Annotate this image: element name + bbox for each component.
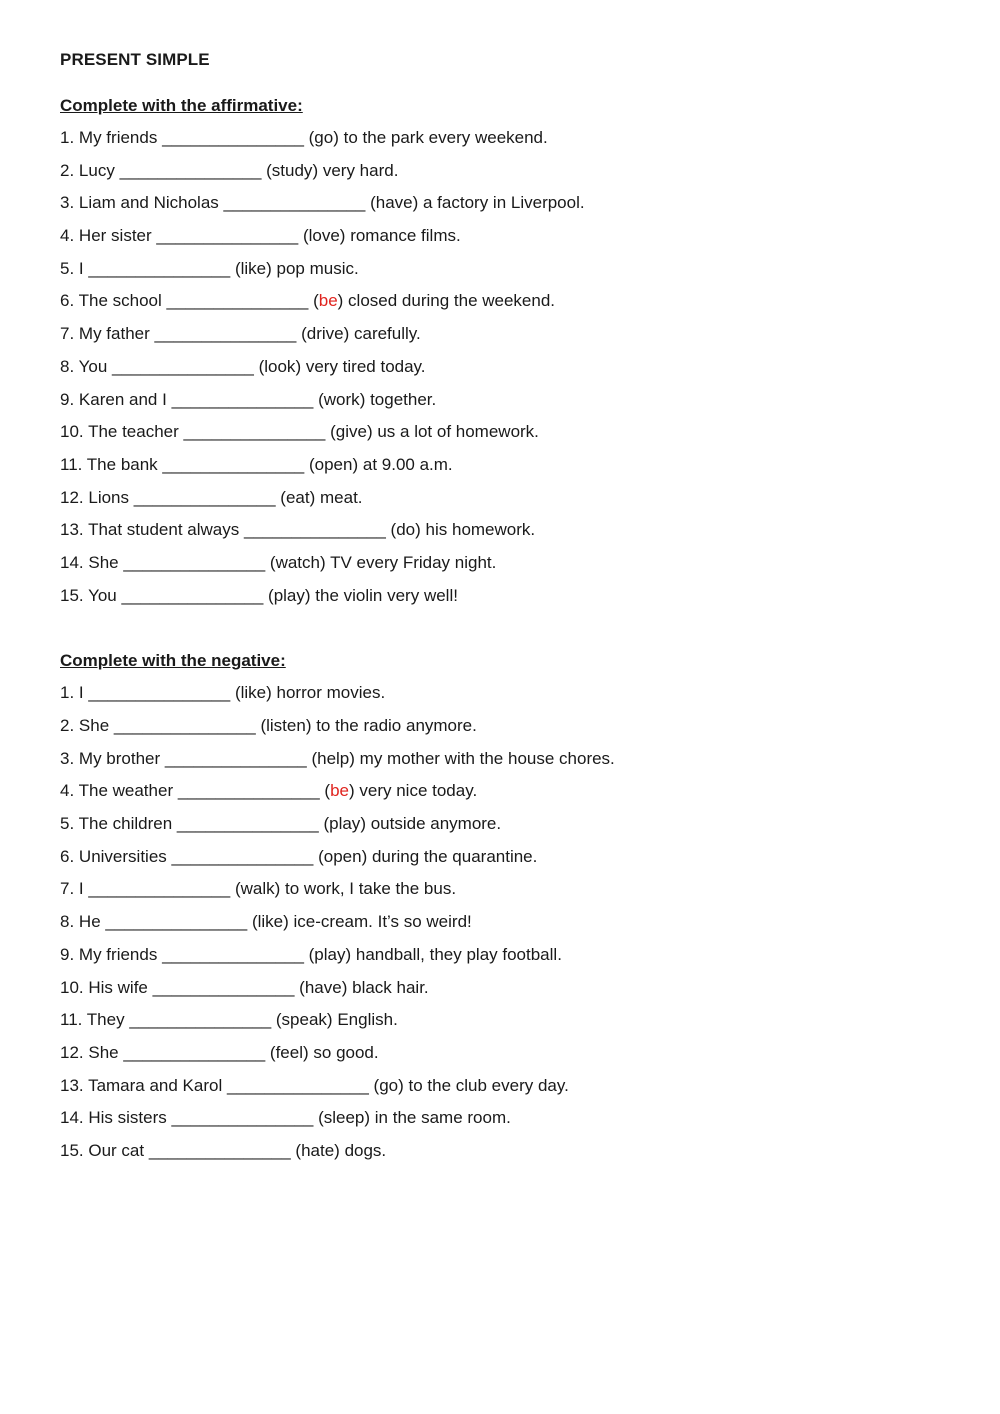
item-number: 10. [60, 977, 84, 997]
item-rest: romance films. [345, 226, 461, 246]
item-subject: He [78, 912, 101, 932]
answer-blank[interactable]: _______________ [119, 160, 262, 180]
exercise-item: 5. The children _______________ (play) outside anymore. [60, 814, 502, 834]
item-number: 10. [60, 422, 84, 442]
answer-blank[interactable]: _______________ [156, 226, 299, 246]
answer-blank[interactable]: _______________ [88, 258, 231, 278]
item-verb: like [240, 258, 267, 278]
answer-blank[interactable]: _______________ [88, 879, 231, 899]
affirmative-section [60, 94, 960, 608]
answer-blank[interactable]: _______________ [154, 324, 297, 344]
item-subject: My friends [78, 944, 158, 964]
page-title: PRESENT SIMPLE [60, 50, 210, 69]
item-subject: Universities [78, 846, 172, 866]
answer-blank[interactable]: _______________ [148, 1140, 291, 1160]
item-subject: My friends [78, 128, 158, 147]
item-verb: watch [275, 552, 320, 572]
item-subject: Liam and Nicholas [78, 193, 219, 213]
item-subject: The teacher [88, 422, 179, 442]
exercise-item: 8. He _______________ (like) ice-cream. It’s so weird! [60, 912, 472, 932]
item-subject: Karen and I [78, 389, 167, 409]
answer-blank[interactable]: _______________ [162, 944, 304, 964]
item-number: 11. [60, 1010, 83, 1030]
exercise-item: 14. She _______________ (watch) TV every Friday night. [60, 552, 497, 572]
item-rest: to the club every day. [403, 1075, 569, 1095]
worksheet-page [60, 48, 960, 1172]
item-rest: during the quarantine. [367, 846, 538, 866]
item-subject: I [78, 258, 84, 278]
item-number: 5. [60, 258, 75, 278]
item-subject: His sisters [88, 1108, 167, 1128]
answer-blank[interactable]: _______________ [162, 454, 305, 474]
item-verb: feel [275, 1042, 303, 1062]
item-rest: TV every Friday night. [325, 552, 497, 572]
item-number: 7. [60, 324, 75, 344]
item-number: 13. [60, 520, 84, 540]
answer-blank[interactable]: _______________ [162, 128, 304, 147]
item-number: 1. [60, 128, 75, 147]
answer-blank[interactable]: _______________ [171, 1108, 314, 1128]
item-verb: have [304, 977, 342, 997]
answer-blank[interactable]: _______________ [123, 1042, 266, 1062]
answer-blank[interactable]: _______________ [112, 356, 254, 376]
exercise-item: 7. My father _______________ (drive) carefully. [60, 324, 421, 344]
exercise-item: 12. She _______________ (feel) so good. [60, 1042, 379, 1062]
item-rest: very hard. [318, 160, 399, 180]
answer-blank[interactable]: _______________ [123, 552, 266, 572]
item-subject: You [78, 356, 108, 376]
item-verb: listen [266, 716, 306, 735]
exercise-item: 15. You _______________ (play) the violin very well! [60, 585, 458, 605]
exercise-item: 11. They _______________ (speak) English. [60, 1010, 398, 1030]
item-subject: She [88, 1042, 119, 1062]
answer-blank[interactable]: _______________ [88, 683, 231, 703]
item-verb: give [335, 422, 367, 442]
item-verb: look [264, 356, 296, 376]
item-rest: at 9.00 a.m. [358, 454, 453, 474]
item-rest: my mother with the house chores. [354, 748, 615, 768]
item-subject: Lucy [78, 160, 115, 180]
item-verb: go [314, 128, 334, 147]
exercise-item: 13. That student always _______________ (do) his homework. [60, 520, 536, 540]
item-number: 2. [60, 716, 75, 735]
answer-blank[interactable]: _______________ [176, 814, 319, 834]
item-number: 8. [60, 912, 75, 932]
answer-blank[interactable]: _______________ [129, 1010, 272, 1030]
item-rest: meat. [315, 487, 363, 507]
item-verb: do [396, 520, 416, 540]
exercise-item: 14. His sisters _______________ (sleep) in the same room. [60, 1108, 511, 1128]
exercise-item: 6. Universities _______________ (open) during the quarantine. [60, 846, 538, 866]
item-rest: ice-cream. It’s so weird! [288, 912, 472, 932]
item-rest: black hair. [347, 977, 429, 997]
item-verb: study [271, 160, 313, 180]
item-rest: the violin very well! [310, 585, 458, 605]
section-heading: Complete with the affirmative: [60, 96, 303, 115]
item-subject: His wife [88, 977, 148, 997]
item-verb: like [257, 912, 284, 932]
item-number: 1. [60, 683, 75, 703]
item-rest: us a lot of homework. [372, 422, 539, 442]
answer-blank[interactable]: _______________ [223, 193, 366, 213]
item-subject: Lions [88, 487, 130, 507]
item-verb: have [375, 193, 413, 213]
negative-section [60, 649, 960, 1163]
exercise-item: 2. Lucy _______________ (study) very hard. [60, 160, 399, 180]
answer-blank[interactable]: _______________ [121, 585, 264, 605]
exercise-item: 9. My friends _______________ (play) handball, they play football. [60, 944, 562, 964]
item-subject: Our cat [88, 1140, 145, 1160]
exercise-item: 4. The weather _______________ (be) very nice today. [60, 781, 478, 801]
answer-blank[interactable]: _______________ [183, 422, 326, 442]
item-number: 6. [60, 846, 75, 866]
exercise-item: 8. You _______________ (look) very tired today. [60, 356, 426, 376]
item-rest: his homework. [420, 520, 536, 540]
item-subject: She [88, 552, 119, 572]
exercise-item: 1. My friends _______________ (go) to the park every weekend. [60, 128, 548, 147]
exercise-item: 10. His wife _______________ (have) black hair. [60, 977, 429, 997]
answer-blank[interactable]: _______________ [113, 716, 256, 735]
item-number: 13. [60, 1075, 84, 1095]
item-verb: play [329, 814, 361, 834]
exercise-item: 3. My brother _______________ (help) my mother with the house chores. [60, 748, 615, 768]
item-subject: I [78, 683, 84, 703]
answer-blank[interactable]: _______________ [244, 520, 386, 540]
item-subject: Her sister [78, 226, 152, 246]
item-verb: play [273, 585, 305, 605]
item-rest: a factory in Liverpool. [418, 193, 585, 213]
item-number: 15. [60, 585, 84, 605]
exercise-item: 1. I _______________ (like) horror movies. [60, 683, 386, 703]
item-number: 14. [60, 552, 84, 572]
item-number: 12. [60, 487, 84, 507]
item-subject: The school [78, 291, 162, 311]
item-rest: very nice today. [354, 781, 478, 801]
item-number: 11. [60, 454, 83, 474]
item-rest: to work, I take the bus. [280, 879, 457, 899]
item-number: 3. [60, 193, 75, 213]
item-rest: closed during the weekend. [343, 291, 556, 311]
exercise-item: 2. She _______________ (listen) to the radio anymore. [60, 716, 477, 735]
exercise-sections [60, 94, 960, 1163]
item-rest: English. [332, 1010, 398, 1030]
item-number: 8. [60, 356, 75, 376]
answer-blank[interactable]: _______________ [171, 389, 314, 409]
item-subject: The weather [78, 781, 174, 801]
exercise-item: 4. Her sister _______________ (love) romance films. [60, 226, 461, 246]
exercise-item: 10. The teacher _______________ (give) us a lot of homework. [60, 422, 539, 442]
item-number: 6. [60, 291, 75, 311]
item-number: 5. [60, 814, 75, 834]
item-rest: in the same room. [370, 1108, 511, 1128]
item-verb: hate [301, 1140, 335, 1160]
item-rest: dogs. [339, 1140, 387, 1160]
answer-blank[interactable]: _______________ [166, 291, 309, 311]
item-number: 15. [60, 1140, 84, 1160]
item-rest: together. [365, 389, 437, 409]
answer-blank[interactable]: _______________ [177, 781, 320, 801]
item-subject: My brother [78, 748, 161, 768]
item-verb: open [314, 454, 353, 474]
answer-blank[interactable]: _______________ [105, 912, 248, 932]
item-rest: outside anymore. [365, 814, 502, 834]
section-heading: Complete with the negative: [60, 651, 286, 671]
section-spacer [60, 616, 960, 649]
answer-blank[interactable]: _______________ [152, 977, 295, 997]
answer-blank[interactable]: _______________ [171, 846, 314, 866]
item-subject: That student always [88, 520, 240, 540]
item-number: 7. [60, 879, 75, 899]
item-subject: The bank [86, 454, 158, 474]
item-subject: I [78, 879, 84, 899]
item-rest: to the park every weekend. [338, 128, 548, 147]
item-verb: be [318, 291, 338, 311]
item-number: 14. [60, 1108, 84, 1128]
item-verb: eat [285, 487, 310, 507]
item-verb: like [240, 683, 267, 703]
item-number: 2. [60, 160, 75, 180]
item-subject: The children [78, 814, 173, 834]
item-subject: She [78, 716, 110, 735]
item-verb: go [379, 1075, 399, 1095]
item-number: 4. [60, 781, 75, 801]
exercise-item: 3. Liam and Nicholas _______________ (have) a factory in Liverpool. [60, 193, 585, 213]
answer-blank[interactable]: _______________ [133, 487, 276, 507]
item-verb: be [330, 781, 349, 801]
item-rest: very tired today. [301, 356, 426, 376]
item-number: 9. [60, 389, 75, 409]
item-number: 3. [60, 748, 75, 768]
item-verb: sleep [323, 1108, 365, 1128]
item-subject: They [86, 1010, 125, 1030]
exercise-item: 11. The bank _______________ (open) at 9.00 a.m. [60, 454, 453, 474]
exercise-item: 15. Our cat _______________ (hate) dogs. [60, 1140, 387, 1160]
exercise-item: 5. I _______________ (like) pop music. [60, 258, 359, 278]
exercise-item: 13. Tamara and Karol _______________ (go) to the club every day. [60, 1075, 569, 1095]
item-verb: help [317, 748, 350, 768]
item-rest: handball, they play football. [351, 944, 562, 964]
exercise-item: 7. I _______________ (walk) to work, I take the bus. [60, 879, 457, 899]
item-verb: walk [240, 879, 275, 899]
item-number: 4. [60, 226, 75, 246]
item-rest: pop music. [271, 258, 359, 278]
answer-blank[interactable]: _______________ [226, 1075, 369, 1095]
answer-blank[interactable]: _______________ [164, 748, 307, 768]
item-rest: so good. [308, 1042, 379, 1062]
item-verb: open [323, 846, 362, 866]
item-number: 9. [60, 944, 75, 964]
item-rest: carefully. [349, 324, 421, 344]
item-subject: You [88, 585, 117, 605]
item-verb: work [323, 389, 360, 409]
item-number: 12. [60, 1042, 84, 1062]
item-verb: drive [306, 324, 344, 344]
item-verb: play [314, 944, 346, 964]
item-rest: to the radio anymore. [311, 716, 477, 735]
exercise-item: 6. The school _______________ (be) closed during the weekend. [60, 291, 556, 311]
exercise-item: 12. Lions _______________ (eat) meat. [60, 487, 363, 507]
item-rest: horror movies. [271, 683, 386, 703]
item-subject: Tamara and Karol [88, 1075, 223, 1095]
item-verb: love [308, 226, 340, 246]
item-subject: My father [78, 324, 150, 344]
item-verb: speak [281, 1010, 327, 1030]
exercise-item: 9. Karen and I _______________ (work) together. [60, 389, 437, 409]
